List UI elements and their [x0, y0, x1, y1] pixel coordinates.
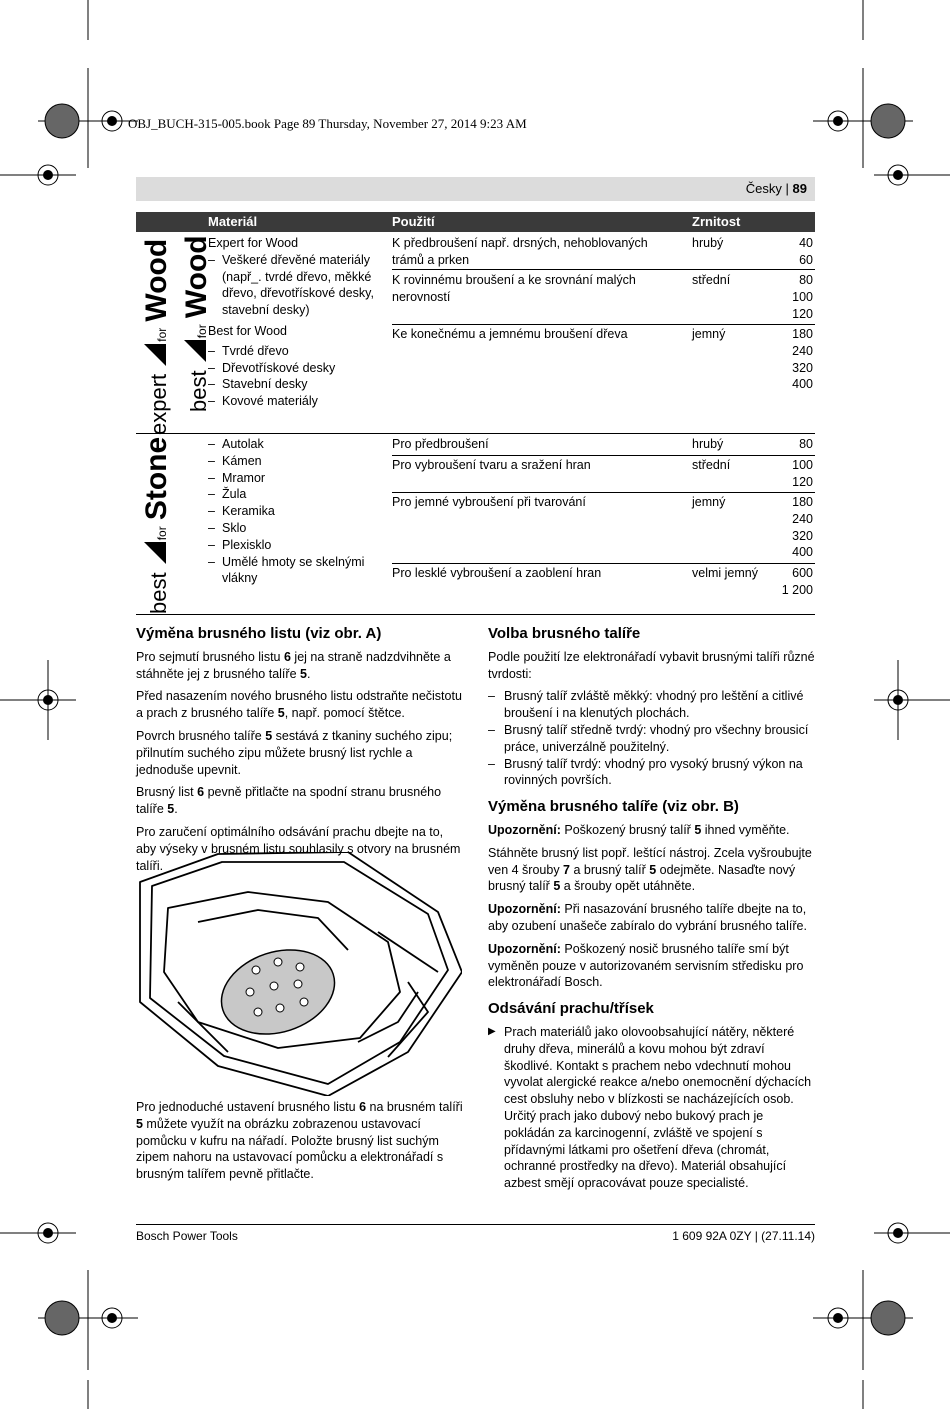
footer-right: 1 609 92A 0ZY | (27.11.14) — [672, 1229, 815, 1243]
row-divider — [392, 324, 815, 325]
expert-materials — [208, 252, 384, 319]
warning — [488, 941, 815, 991]
grit-value: 600 — [792, 566, 813, 580]
text: na brusném talíři — [366, 1100, 463, 1114]
stone-row-4-use: Pro lesklé vybroušení a zaoblení hran — [392, 566, 602, 580]
text: Poškozený brusný talíř — [560, 822, 695, 837]
ref-number: 5 — [553, 879, 561, 894]
wood-row-3-grit-label: jemný — [692, 327, 726, 341]
list-item: – Tvrdé dřevo — [208, 343, 384, 360]
warning-label: Upozornění: — [488, 822, 561, 837]
wood-materials — [208, 235, 384, 410]
stone-row-1-use: Pro předbroušení — [392, 437, 489, 451]
paragraph — [488, 845, 815, 895]
warning — [488, 901, 815, 935]
best-materials — [208, 343, 384, 410]
triangle-bullet-icon: ▶ — [488, 1025, 496, 1037]
col-header-grit: Zrnitost — [692, 214, 741, 229]
grit-value: 240 — [792, 343, 813, 358]
text: a brusný talíř — [570, 862, 650, 877]
dust-warning — [488, 1024, 815, 1192]
grit-value: 180 — [792, 495, 813, 509]
book-info-line: OBJ_BUCH-315-005.book Page 89 Thursday, November 27, 2014 9:23 AM — [128, 116, 527, 131]
logo-word-wood: Wood — [180, 235, 213, 319]
page-header — [746, 181, 807, 196]
text: pevně přitlačte na spodní stranu brusného talíře — [136, 785, 442, 817]
hardness-list — [488, 688, 815, 789]
grit-value: 120 — [792, 474, 813, 489]
list-item: – Keramika — [208, 503, 378, 520]
section-heading: Výměna brusného talíře (viz obr. B) — [488, 798, 739, 816]
list-item: – Stavební desky — [208, 376, 384, 393]
stone-materials — [208, 436, 378, 587]
ref-number: 5 — [167, 802, 175, 817]
left-column — [136, 626, 464, 880]
wood-row-2-use: K rovinnému broušení a ke srovnání malých nerovností — [392, 273, 636, 304]
logo-word-wood: Wood — [140, 238, 173, 322]
text: Poškozený nosič brusného talíře smí být vyměněn pouze v autorizovaném servisním středisku pro elektronářadí Bosch. — [488, 941, 804, 990]
section-heading: Výměna brusného listu (viz obr. A) — [136, 625, 382, 642]
stone-row-1-grits — [753, 436, 813, 453]
grit-value: 80 — [799, 273, 813, 287]
grit-value: 400 — [792, 545, 813, 560]
section-heading: Volba brusného talíře — [488, 625, 641, 642]
grit-value: 40 — [799, 236, 813, 250]
ref-number: 6 — [197, 785, 205, 800]
text: Před nasazením nového brusného listu odstraňte nečistotu a prach z brusného talíře — [136, 689, 462, 721]
text: odejměte. Nasaďte nový brusný talíř — [488, 862, 796, 894]
logo-word-for: for — [155, 327, 169, 342]
table-header — [136, 212, 815, 232]
text: , např. pomocí štětce. — [284, 706, 405, 721]
stone-row-2-grit-label: střední — [692, 458, 731, 472]
stone-row-3-use: Pro jemné vybroušení při tvarování — [392, 495, 586, 509]
paragraph — [136, 728, 464, 778]
logo-expert-for-wood — [140, 239, 174, 435]
wood-row-2-grit-label: střední — [692, 273, 731, 287]
row-divider — [392, 269, 815, 270]
stone-material-list — [208, 436, 378, 587]
text: . — [174, 802, 178, 817]
list-item: – Kovové materiály — [208, 393, 384, 410]
col-header-material: Materiál — [208, 214, 258, 229]
wood-row-3-grits — [753, 326, 813, 393]
list-item: – Veškeré dřevěné materiály (např_. tvrdé dřevo, měkké dřevo, dřevotřískové desky, stavební desky) — [208, 252, 384, 319]
warning-label: Upozornění: — [488, 941, 561, 956]
wood-row-2-grits — [753, 272, 813, 322]
list-item: – Autolak — [208, 436, 378, 453]
page-number: 89 — [792, 181, 807, 196]
col-header-use: Použití — [392, 214, 435, 229]
text: můžete využít na obrázku zobrazenou ustavovací pomůcku v kufru na nářadí. Položte brusný list suchým zipem nahoru na ustavovací pomůcku a elektronářadí s brusným talířem pevně přitlačte. — [136, 1116, 444, 1182]
stone-row-3-grit-label: jemný — [692, 495, 726, 509]
grit-value: 180 — [792, 327, 813, 341]
logo-word-expert: expert — [146, 373, 171, 435]
ref-number: 5 — [136, 1116, 143, 1131]
sanding-disc-illustration — [138, 852, 462, 1096]
logo-best-for-stone — [140, 437, 174, 614]
grit-value: 120 — [792, 306, 813, 321]
right-column — [488, 626, 815, 1192]
paragraph — [136, 784, 464, 818]
stone-row-3-grits — [753, 494, 813, 561]
ref-number: 5 — [649, 862, 657, 877]
paragraph — [136, 688, 464, 722]
warning — [488, 822, 815, 839]
paragraph: Prach materiálů jako olovoobsahující nátěry, některé druhy dřeva, minerálů a kovu mohou být zdraví škodlivé. Kontakt s prachem nebo vdechnutí mohou vyvolat alergické reakce a/nebo onemocnění dýchacích cest obsluhy nebo v blízkosti se nacházejících osob. — [504, 1024, 812, 1107]
logo-word-for: for — [155, 526, 169, 541]
paragraph: Určitý prach jako dubový nebo bukový prach je pokládán za karcinogenní, zvláště ve spojení s přídavnými látkami pro ošetření dřeva (chromát, ochranné prostředky na dřevo). Materiál obsahující azbest smějí opracovávat pouze specialisté. — [504, 1108, 787, 1191]
wood-row-1-grits — [753, 235, 813, 269]
row-divider — [392, 455, 815, 456]
logo-wedge — [144, 344, 166, 366]
text: Stáhněte brusný list popř. leštící nástroj. Zcela vyšroubujte ven 4 šrouby — [488, 845, 812, 877]
grit-value: 80 — [799, 437, 813, 451]
grit-value: 100 — [792, 458, 813, 472]
logo-word-best: best — [146, 572, 171, 614]
paragraph: Pro zaručení optimálního odsávání prachu dbejte na to, aby výseky v brusném listu souhlasily s otvory na brusném talíři. — [136, 824, 461, 873]
text: Povrch brusného talíře — [136, 728, 266, 743]
section-divider — [136, 433, 815, 434]
text: . — [306, 666, 311, 681]
grit-value: 100 — [792, 289, 813, 304]
list-item: – Dřevotřískové desky — [208, 360, 384, 377]
logo-word-best: best — [186, 370, 211, 412]
best-title: Best for Wood — [208, 323, 287, 338]
paragraph: Podle použití lze elektronářadí vybavit brusnými talíři různé tvrdosti: — [488, 649, 815, 681]
logo-wedge — [144, 542, 166, 564]
left-column-bottom — [136, 1099, 464, 1189]
list-item: – Sklo — [208, 520, 378, 537]
text: jej na straně nadzdvihněte a stáhněte jej z brusného talíře — [136, 649, 451, 681]
text: Brusný list — [136, 785, 198, 800]
list-item: – Kámen — [208, 453, 378, 470]
text: Pro jednoduché ustavení brusného listu — [136, 1100, 360, 1114]
ref-number: 6 — [359, 1100, 367, 1114]
row-divider — [392, 492, 815, 493]
list-item: – Umělé hmoty se skelnými vlákny — [208, 554, 378, 588]
stone-row-4-grits — [753, 565, 813, 599]
ref-number: 7 — [563, 862, 570, 877]
list-item: – Plexisklo — [208, 537, 378, 554]
logo-word-stone: Stone — [140, 436, 173, 521]
wood-row-1-grit-label: hrubý — [692, 236, 724, 250]
section-heading: Odsávání prachu/třísek — [488, 1000, 654, 1018]
stone-row-2-grits — [753, 457, 813, 491]
grit-value: 60 — [799, 252, 813, 267]
language-label: Česky — [745, 181, 782, 196]
list-item: – Mramor — [208, 470, 378, 487]
list-item: – Brusný talíř zvláště měkký: vhodný pro leštění a citlivé broušení i na klenutých plochách. — [488, 688, 815, 722]
grit-value: 240 — [792, 511, 813, 526]
paragraph — [136, 1099, 464, 1183]
list-item: – Žula — [208, 486, 378, 503]
text: ihned vyměňte. — [701, 822, 790, 837]
text: Pro sejmutí brusného listu — [136, 649, 284, 664]
paragraph — [136, 649, 464, 683]
logo-word-for: for — [195, 324, 209, 339]
grit-value: 320 — [792, 360, 813, 375]
wood-row-1-use: K předbroušení např. drsných, nehoblovaných trámů a prken — [392, 236, 648, 267]
ref-number: 5 — [265, 728, 273, 743]
page-header-bar — [136, 177, 815, 201]
footer-left: Bosch Power Tools — [136, 1229, 238, 1243]
list-item: – Brusný talíř středně tvrdý: vhodný pro všechny brousicí práce, univerzálně použitelný. — [488, 722, 815, 756]
logo-wedge — [184, 340, 206, 362]
footer — [136, 1224, 815, 1243]
grit-value: 1 200 — [781, 582, 813, 597]
stone-row-4-grit-label: velmi jemný — [692, 566, 758, 580]
grit-value: 320 — [792, 528, 813, 543]
stone-row-2-use: Pro vybroušení tvaru a sražení hran — [392, 458, 591, 472]
list-item: – Brusný talíř tvrdý: vhodný pro vysoký brusný výkon na rovinných površích. — [488, 756, 815, 790]
table-bottom-rule — [136, 614, 815, 615]
grit-value: 400 — [792, 377, 813, 392]
text: a šrouby opět utáhněte. — [560, 879, 696, 894]
stone-row-1-grit-label: hrubý — [692, 437, 724, 451]
ref-number: 5 — [694, 822, 702, 837]
text: sestává z tkaniny suchého zipu; přilnutím suchého zipu můžete brusný list rychle a jednoduše upevnit. — [136, 728, 453, 777]
warning-label: Upozornění: — [488, 902, 561, 917]
ref-number: 5 — [300, 666, 307, 681]
expert-title: Expert for Wood — [208, 236, 299, 250]
text: Při nasazování brusného talíře dbejte na to, aby ozubení unašeče zabíralo do vybrání brusného talíře. — [488, 902, 807, 933]
header-separator: | — [785, 181, 789, 196]
wood-row-3-use: Ke konečnému a jemnému broušení dřeva — [392, 327, 628, 341]
ref-number: 5 — [277, 706, 285, 721]
ref-number: 6 — [284, 649, 291, 664]
row-divider — [392, 563, 815, 564]
